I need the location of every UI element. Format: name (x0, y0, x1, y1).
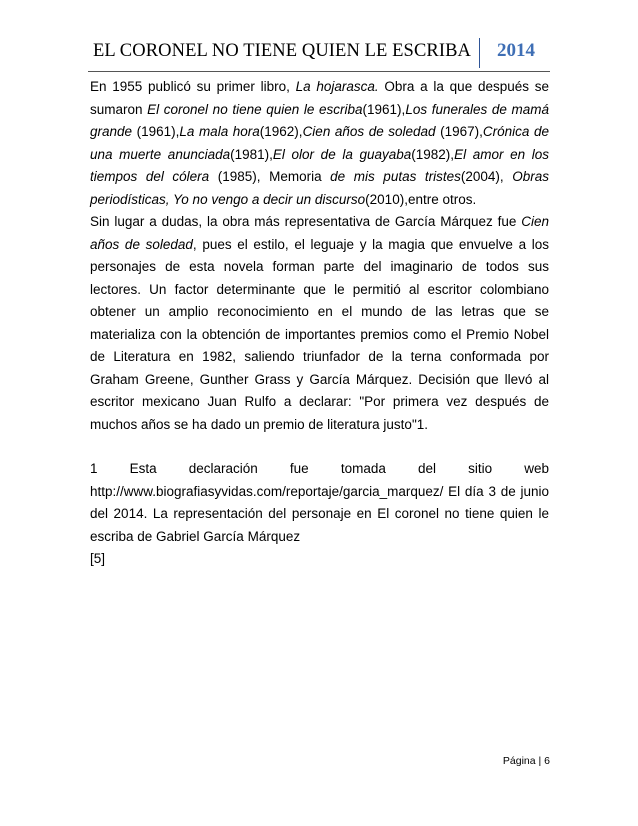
page-header (88, 38, 550, 72)
text-run: (1985), Memoria (209, 169, 331, 184)
book-title: Cien años de soledad (90, 214, 549, 252)
header-year: 2014 (497, 40, 535, 61)
header-separator (479, 38, 480, 68)
text-run: (2004), (460, 169, 513, 184)
text-run: (1961), (132, 124, 180, 139)
footnote: 1 Esta declaración fue tomada del sitio web http://www.biografiasyvidas.com/reportaje/garcia_marquez/ El día 3 de junio del 2014. La representación del personaje en El coronel no tiene quien le escriba de Gabriel García Márquez (90, 461, 549, 544)
text-run: , pues el estilo, el leguaje y la magia que envuelve a los personajes de esta novela forman parte del imaginario de todos sus lectores. Un factor determinante que le permitió al escritor colombiano obtener un amplio reconocimiento en el mundo de las letras que se materializa con la obtención de importantes premios como el Premio Nobel de Literatura en 1982, saliendo triunfador de la terna conformada por Graham Greene, Gunther Grass y García Márquez. Decisión que llevó al escritor mexicano Juan Rulfo a declarar: "Por primera vez después de muchos años se ha dado un premio de literatura justo"1. (90, 236, 549, 432)
text-run: (1962), (259, 124, 303, 139)
book-title: Los funerales de mamá grande (90, 101, 550, 139)
paragraph-representative-work (90, 211, 549, 436)
text-run: Obra a la que después se sumaron (90, 79, 549, 117)
book-title: Cien años de soledad (302, 124, 436, 139)
book-title: Crónica de una muerte anunciada (90, 124, 549, 162)
paragraph-works (90, 76, 549, 211)
book-title: El olor de la guayaba (272, 146, 412, 162)
book-title: El coronel no tiene quien le escriba (147, 101, 363, 117)
document-body (90, 76, 549, 571)
reference-marker: [5] (90, 551, 106, 566)
page-number: Página | 6 (502, 755, 550, 767)
book-title: La mala hora (179, 124, 260, 139)
text-run: (1961), (362, 101, 406, 117)
text-run: En 1955 publicó su primer libro, (90, 79, 296, 94)
header-title: EL CORONEL NO TIENE QUIEN LE ESCRIBA (92, 41, 471, 61)
text-run: (1967), (435, 124, 483, 139)
header-rule (88, 71, 550, 72)
book-title: La hojarasca. (295, 79, 379, 94)
text-run: (2010),entre otros. (365, 191, 477, 207)
book-title: El amor en los tiempos del cólera (90, 146, 549, 184)
text-run: Sin lugar a dudas, la obra más representativa de García Márquez fue (90, 214, 522, 229)
text-run: (1982), (411, 146, 455, 162)
text-run: (1981), (230, 146, 273, 162)
book-title: de mis putas tristes (330, 169, 461, 184)
book-title: Obras periodísticas, Yo no vengo a decir un discurso (90, 169, 550, 207)
